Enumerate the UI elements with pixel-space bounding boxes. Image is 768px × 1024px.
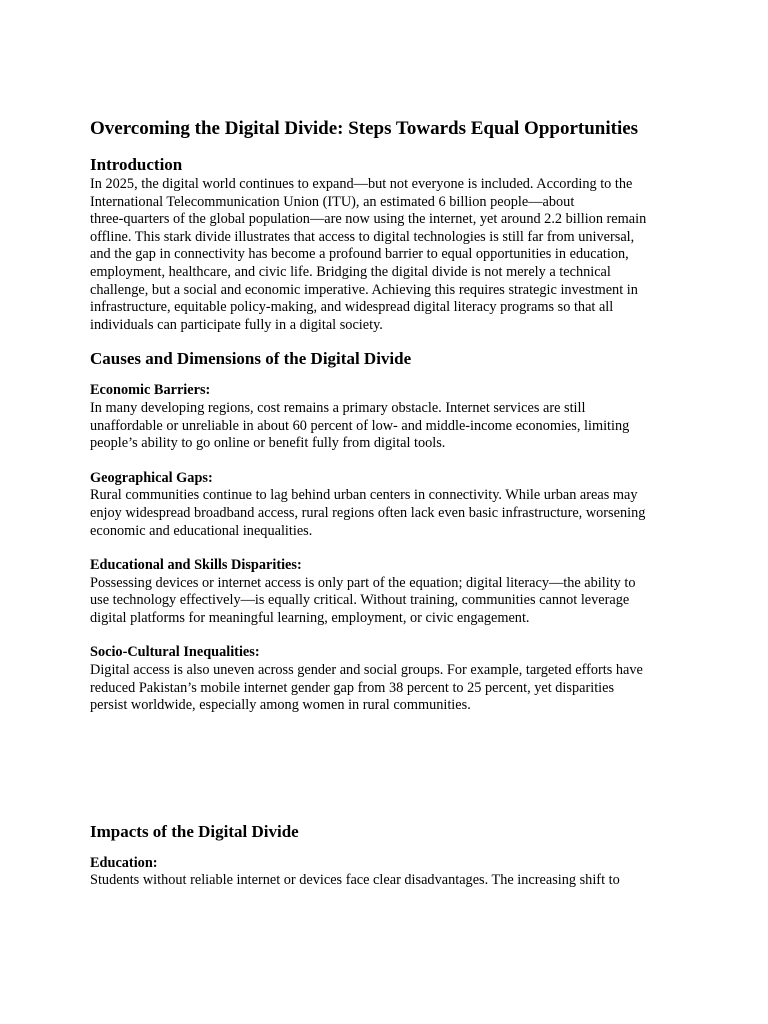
economic-barriers-heading: Economic Barriers: bbox=[90, 382, 211, 399]
document-title: Overcoming the Digital Divide: Steps Towards Equal Opportunities bbox=[90, 118, 639, 139]
geographical-gaps-heading: Geographical Gaps: bbox=[90, 469, 213, 486]
economic-barriers-section bbox=[90, 382, 678, 452]
skills-disparities-section bbox=[90, 557, 678, 627]
skills-disparities-heading: Educational and Skills Disparities: bbox=[90, 557, 302, 574]
skills-disparities-paragraph: Possessing devices or internet access is only part of the equation; digital literacy—the ability to use technology effectively—is equally critical. Without training, communities cannot leverage digital platforms for meaningful learning, employment, or civic engagement. bbox=[90, 574, 636, 626]
economic-barriers-paragraph: In many developing regions, cost remains a primary obstacle. Internet services are still unaffordable or unreliable in about 60 percent of low- and middle-income economies, limiting people’s ability to go online or benefit fully from digital tools. bbox=[90, 399, 630, 452]
impacts-heading: Impacts of the Digital Divide bbox=[90, 821, 299, 841]
introduction-paragraph: In 2025, the digital world continues to expand—but not everyone is included. According to the International Telecommunication Union (ITU), an estimated 6 billion people—about three-quarters of the global population—are now using the internet, yet around 2.2 billion remain offline. This stark divide illustrates that access to digital technologies is still far from universal, and the gap in connectivity has become a profound barrier to equal opportunities in education, employment, healthcare, and civic life. Bridging the digital divide is not merely a technical challenge, but a social and economic imperative. Achieving this requires strategic investment in infrastructure, equitable policy-making, and widespread digital literacy programs so that all individuals can participate fully in a digital society. bbox=[90, 176, 647, 333]
education-impact-paragraph: Students without reliable internet or devices face clear disadvantages. The increasing shift to bbox=[90, 872, 620, 889]
education-impact-section bbox=[90, 855, 678, 890]
education-impact-heading: Education: bbox=[90, 854, 158, 871]
geographical-gaps-paragraph: Rural communities continue to lag behind urban centers in connectivity. While urban areas may enjoy widespread broadband access, rural regions often lack even basic infrastructure, worsening economic and educational inequalities. bbox=[90, 487, 646, 539]
socio-cultural-section bbox=[90, 644, 678, 714]
socio-cultural-paragraph: Digital access is also uneven across gender and social groups. For example, targeted efforts have reduced Pakistan’s mobile internet gender gap from 38 percent to 25 percent, yet disparities persist worldwide, especially among women in rural communities. bbox=[90, 662, 643, 714]
introduction-heading: Introduction bbox=[90, 155, 183, 174]
geographical-gaps-section bbox=[90, 470, 678, 540]
socio-cultural-heading: Socio-Cultural Inequalities: bbox=[90, 644, 260, 661]
causes-heading: Causes and Dimensions of the Digital Divide bbox=[90, 349, 412, 369]
